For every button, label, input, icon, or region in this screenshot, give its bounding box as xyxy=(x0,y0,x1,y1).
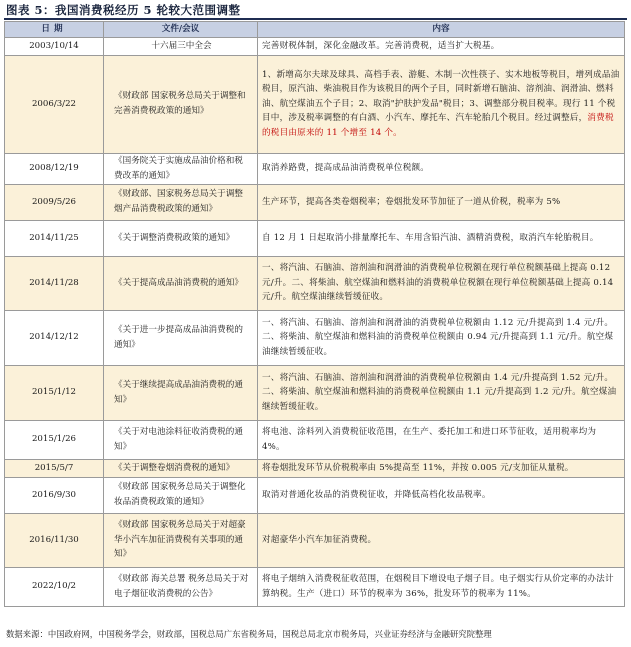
row-date: 2014/12/12 xyxy=(5,310,104,365)
row-content: 取消养路费，提高成品油消费税单位税额。 xyxy=(258,153,625,184)
row-content: 一、将汽油、石脑油、溶剂油和润滑油的消费税单位税额在现行单位税额基础上提高 0.12 元/升。二、将柴油、航空煤油和燃料油的消费税单位税额在现行单位税额基础上提高 0.14 元/升。航空煤油继续暂缓征收。 xyxy=(258,256,625,310)
row-date: 2016/11/30 xyxy=(5,513,104,567)
row-content xyxy=(258,55,625,153)
row-content: 将卷烟批发环节从价税税率由 5%提高至 11%，并按 0.005 元/支加征从量税。 xyxy=(258,459,625,477)
row-content: 对超豪华小汽车加征消费税。 xyxy=(258,513,625,567)
row-date: 2006/3/22 xyxy=(5,55,104,153)
tax-adjustment-table xyxy=(4,21,625,607)
row-content: 将电池、涂料列入消费税征收范围，在生产、委托加工和进口环节征收，适用税率均为 4%。 xyxy=(258,420,625,459)
row-date: 2014/11/28 xyxy=(5,256,104,310)
row-date: 2015/5/7 xyxy=(5,459,104,477)
table-row xyxy=(5,153,625,184)
row-date: 2008/12/19 xyxy=(5,153,104,184)
row-content: 一、将汽油、石脑油、溶剂油和润滑油的消费税单位税额由 1.4 元/升提高到 1.52 元/升。二、将柴油、航空煤油和燃料油的消费税单位税额由 1.1 元/升提高到 1.2 元/升。航空煤油继续暂缓征收。 xyxy=(258,365,625,420)
row-date: 2003/10/14 xyxy=(5,37,104,55)
row-date: 2009/5/26 xyxy=(5,184,104,220)
header-date: 日期 xyxy=(5,22,104,38)
row-doc: 《财政部 海关总署 税务总局关于对电子烟征收消费税的公告》 xyxy=(104,567,258,606)
row-doc: 《财政部 国家税务总局关于调整化妆品消费税政策的通知》 xyxy=(104,477,258,513)
table-header-row xyxy=(5,22,625,38)
row-content: 自 12 月 1 日起取消小排量摩托车、车用含铅汽油、酒精消费税，取消汽车轮胎税目。 xyxy=(258,220,625,256)
row-doc: 《关于调整卷烟消费税的通知》 xyxy=(104,459,258,477)
table-row xyxy=(5,220,625,256)
table-row xyxy=(5,513,625,567)
table-row xyxy=(5,256,625,310)
row-date: 2016/9/30 xyxy=(5,477,104,513)
row-doc: 《国务院关于实施成品油价格和税费改革的通知》 xyxy=(104,153,258,184)
table-row xyxy=(5,184,625,220)
table-row xyxy=(5,459,625,477)
row-doc: 《关于提高成品油消费税的通知》 xyxy=(104,256,258,310)
row-doc: 《财政部 国家税务总局关于对超豪华小汽车加征消费税有关事项的通知》 xyxy=(104,513,258,567)
row-date: 2022/10/2 xyxy=(5,567,104,606)
table-row xyxy=(5,420,625,459)
row-date: 2014/11/25 xyxy=(5,220,104,256)
figure-title: 图表 5：我国消费税经历 5 轮较大范围调整 xyxy=(6,3,241,17)
table-row xyxy=(5,567,625,606)
row-doc: 《关于进一步提高成品油消费税的通知》 xyxy=(104,310,258,365)
table-row xyxy=(5,477,625,513)
row-date: 2015/1/26 xyxy=(5,420,104,459)
row-doc: 《关于调整消费税政策的通知》 xyxy=(104,220,258,256)
row-content-highlight: 消费税的税目由原来的 11 个增至 14 个。 xyxy=(262,113,614,138)
header-doc: 文件/会议 xyxy=(104,22,258,38)
row-doc: 《财政部 国家税务总局关于调整和完善消费税政策的通知》 xyxy=(104,55,258,153)
row-content: 一、将汽油、石脑油、溶剂油和润滑油的消费税单位税额由 1.12 元/升提高到 1.4 元/升。二、将柴油、航空煤油和燃料油的消费税单位税额由 0.94 元/升提高到 1.1 元/升。航空煤油继续暂缓征收。 xyxy=(258,310,625,365)
row-content: 生产环节，提高各类卷烟税率；卷烟批发环节加征了一道从价税，税率为 5% xyxy=(258,184,625,220)
table-row xyxy=(5,310,625,365)
row-content: 完善财税体制，深化金融改革。完善消费税，适当扩大税基。 xyxy=(258,37,625,55)
title-divider xyxy=(4,18,627,20)
table-row xyxy=(5,37,625,55)
row-content: 取消对普通化妆品的消费税征收，并降低高档化妆品税率。 xyxy=(258,477,625,513)
table-row xyxy=(5,365,625,420)
row-doc: 十六届三中全会 xyxy=(104,37,258,55)
row-content: 将电子烟纳入消费税征收范围，在烟税目下增设电子烟子目。电子烟实行从价定率的办法计算纳税。生产（进口）环节的税率为 36%，批发环节的税率为 11%。 xyxy=(258,567,625,606)
header-content: 内容 xyxy=(258,22,625,38)
row-doc: 《关于继续提高成品油消费税的通知》 xyxy=(104,365,258,420)
row-doc: 《财政部、国家税务总局关于调整烟产品消费税政策的通知》 xyxy=(104,184,258,220)
data-source-note: 数据来源：中国政府网，中国税务学会，财政部，国税总局广东省税务局，国税总局北京市税务局，兴业证券经济与金融研究院整理 xyxy=(6,629,492,639)
table-row xyxy=(5,55,625,153)
row-doc: 《关于对电池涂料征收消费税的通知》 xyxy=(104,420,258,459)
row-content-main: 1、新增高尔夫球及球具、高档手表、游艇、木制一次性筷子、实木地板等税目，增列成品油税目，原汽油、柴油税目作为该税目的两个子目，同时新增石脑油、溶剂油、润滑油、燃料油、航空煤油五个子目；2、取消"护肤护发品"税目；3、调整部分税目税率。现行 11 个税目中，涉及税率调整的有白酒、小汽车、摩托车、汽车轮胎几个税目。经过调整后， xyxy=(262,69,620,124)
row-date: 2015/1/12 xyxy=(5,365,104,420)
